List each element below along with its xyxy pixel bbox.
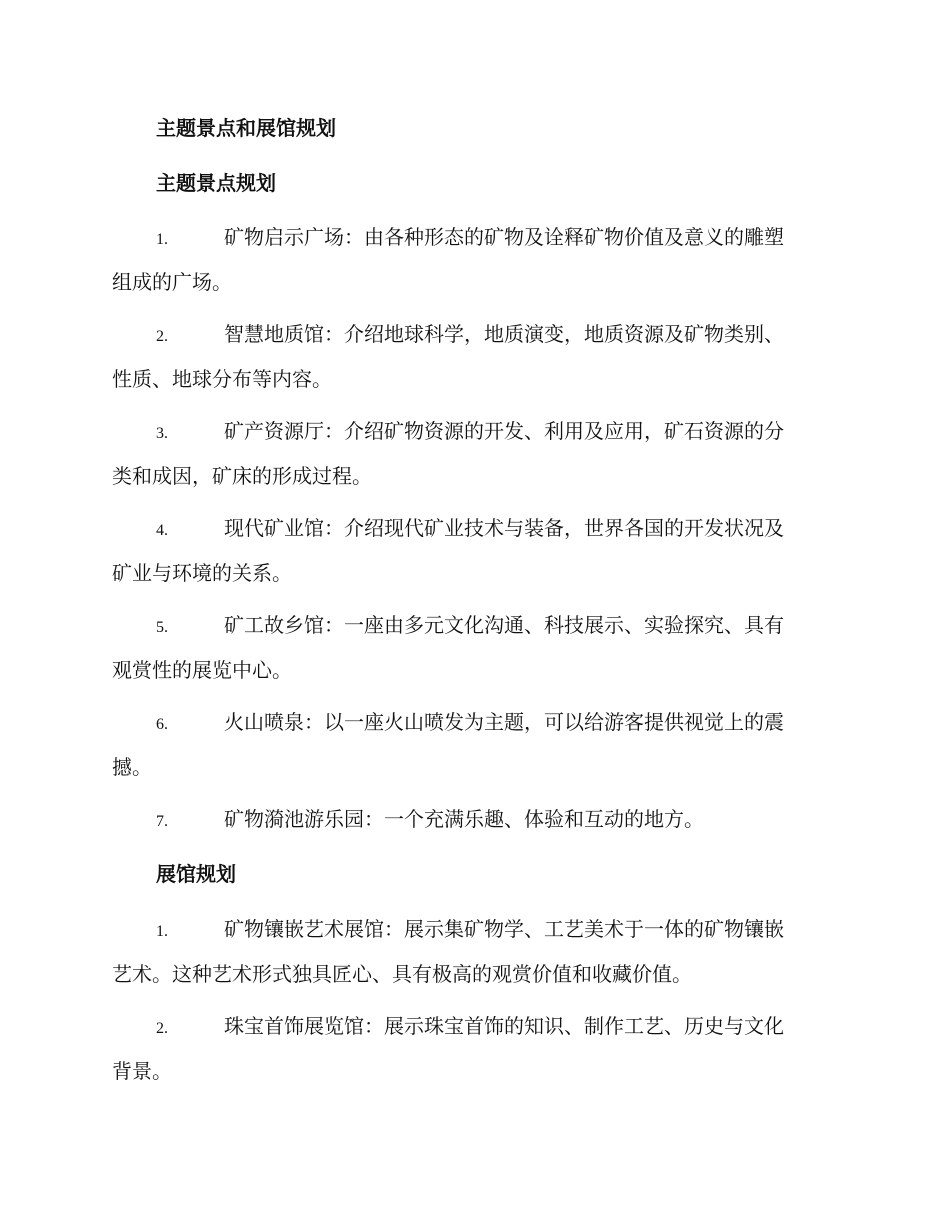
list-item-number: 7. xyxy=(156,813,168,830)
list-item-number: 2. xyxy=(156,1020,168,1037)
list-item-continuation: 类和成因，矿床的形成过程。 xyxy=(112,464,372,488)
list-item-number: 5. xyxy=(156,619,168,636)
list-item-text: 矿工故乡馆：一座由多元文化沟通、科技展示、实验探究、具有 xyxy=(224,613,784,637)
section-heading-theme-attractions: 主题景点规划 xyxy=(156,171,276,195)
list-item-text: 现代矿业馆：介绍现代矿业技术与装备，世界各国的开发状况及 xyxy=(224,516,784,540)
list-item-continuation: 背景。 xyxy=(112,1059,172,1083)
list-item-text: 矿物启示广场：由各种形态的矿物及诠释矿物价值及意义的雕塑 xyxy=(224,225,784,249)
list-item-continuation: 性质、地球分布等内容。 xyxy=(112,367,332,391)
list-item-number: 6. xyxy=(156,716,168,733)
list-item-number: 1. xyxy=(156,923,168,940)
list-item-number: 1. xyxy=(156,231,168,248)
list-item-number: 2. xyxy=(156,328,168,345)
list-item-text: 矿产资源厅：介绍矿物资源的开发、利用及应用，矿石资源的分 xyxy=(224,419,784,443)
section-heading-pavilions: 展馆规划 xyxy=(156,862,236,886)
list-item-continuation: 艺术。这种艺术形式独具匠心、具有极高的观赏价值和收藏价值。 xyxy=(112,962,692,986)
list-item xyxy=(112,216,834,303)
list-item-continuation: 撼。 xyxy=(112,755,152,779)
list-item-text: 矿物镶嵌艺术展馆：展示集矿物学、工艺美术于一体的矿物镶嵌 xyxy=(224,917,784,941)
list-item xyxy=(112,908,834,995)
list-item-continuation: 矿业与环境的关系。 xyxy=(112,561,292,585)
list-item-continuation: 观赏性的展览中心。 xyxy=(112,658,292,682)
list-item xyxy=(112,410,834,497)
list-item xyxy=(112,798,834,843)
list-item xyxy=(112,1005,834,1092)
list-item-text: 矿物漪池游乐园：一个充满乐趣、体验和互动的地方。 xyxy=(224,807,704,831)
list-item xyxy=(112,701,834,788)
list-item-continuation: 组成的广场。 xyxy=(112,270,232,294)
list-item-text: 珠宝首饰展览馆：展示珠宝首饰的知识、制作工艺、历史与文化 xyxy=(224,1014,784,1038)
list-item xyxy=(112,313,834,400)
document-title: 主题景点和展馆规划 xyxy=(156,116,336,140)
list-item-text: 智慧地质馆：介绍地球科学，地质演变，地质资源及矿物类别、 xyxy=(224,322,784,346)
list-item-text: 火山喷泉：以一座火山喷发为主题，可以给游客提供视觉上的震 xyxy=(224,710,784,734)
list-item xyxy=(112,507,834,594)
list-item-number: 3. xyxy=(156,425,168,442)
list-item xyxy=(112,604,834,691)
list-item-number: 4. xyxy=(156,522,168,539)
